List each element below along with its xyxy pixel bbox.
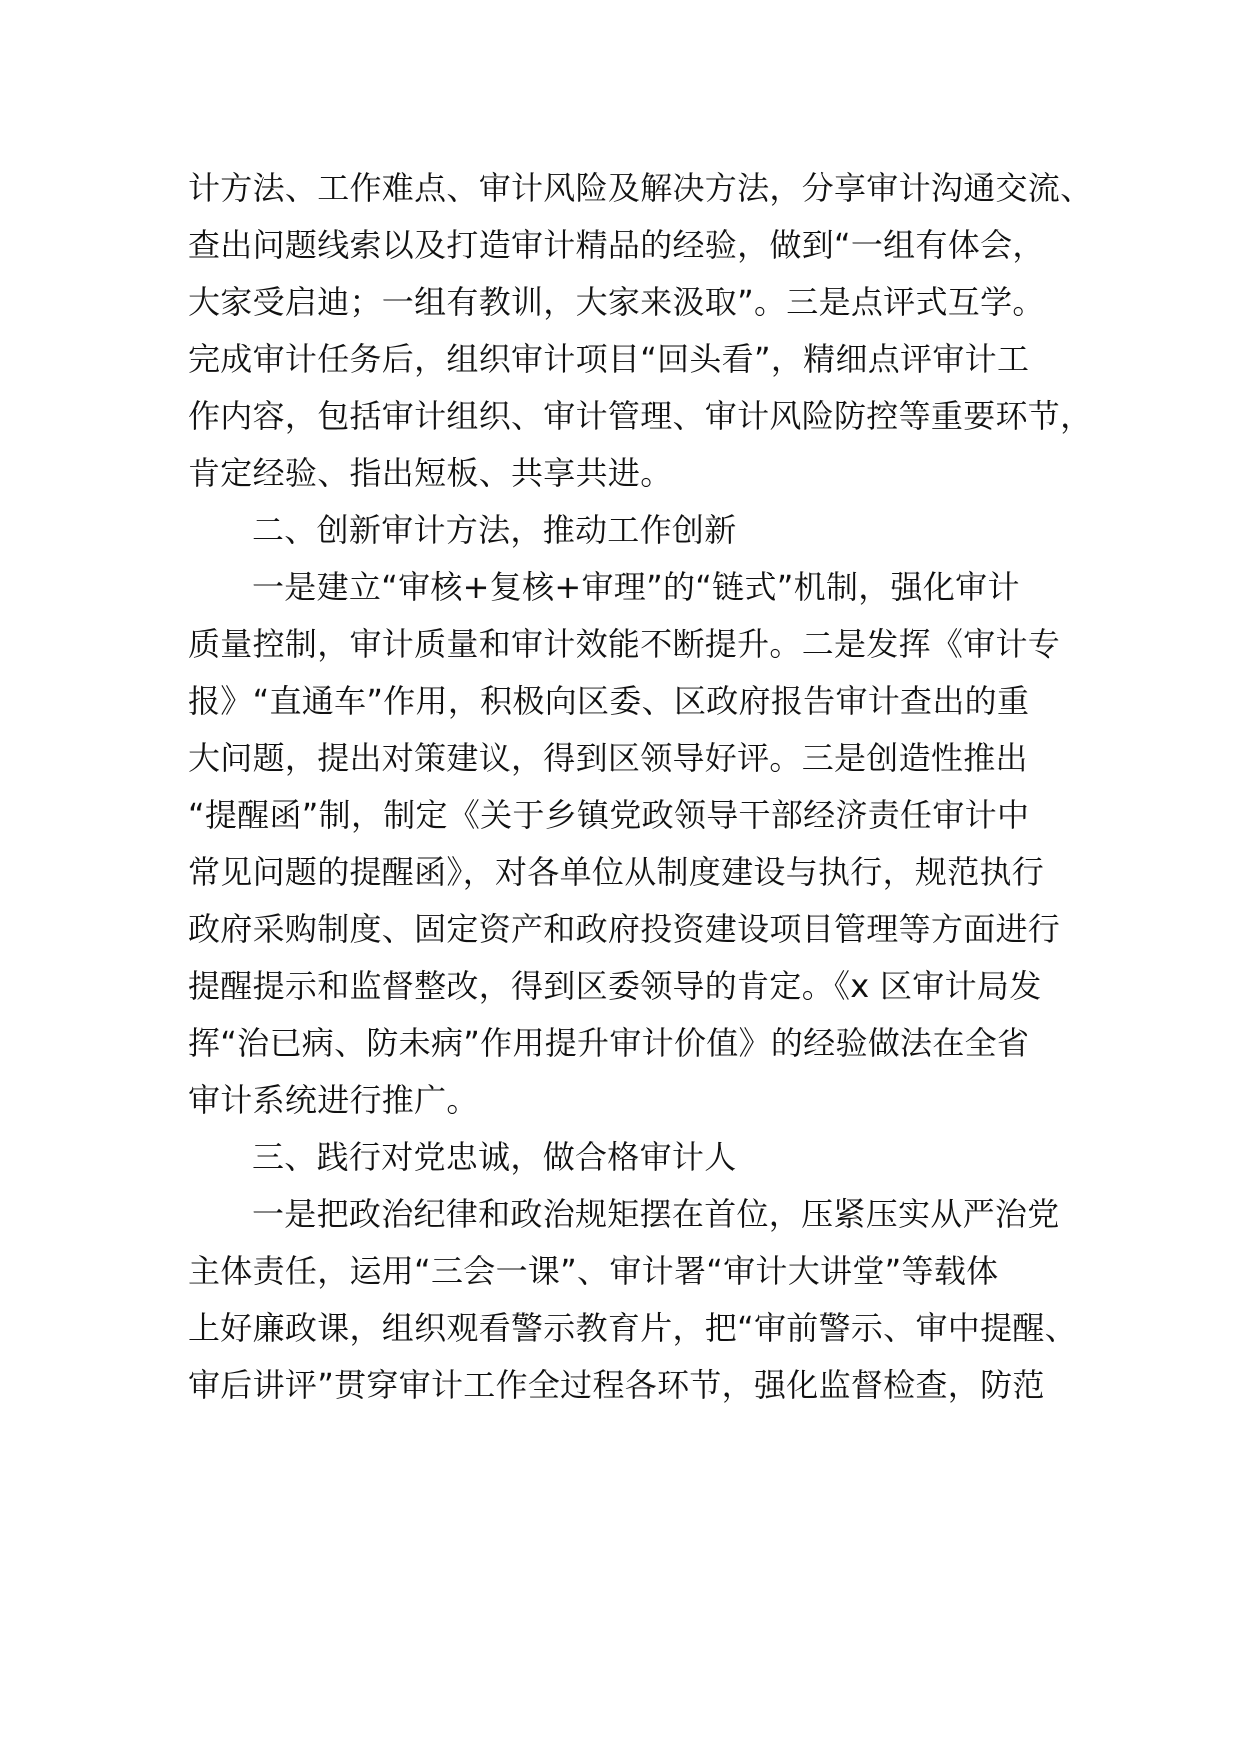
text-line: 作内容，包括审计组织、审计管理、审计风险防控等重要环节， (188, 397, 1093, 435)
text-line: 大问题，提出对策建议，得到区领导好评。三是创造性推出 (188, 739, 1028, 777)
text-line: 大家受启迪；一组有教训，大家来汲取”。三是点评式互学。 (188, 283, 1045, 321)
text-line: 主体责任，运用“三会一课”、审计署“审计大讲堂”等载体 (188, 1252, 999, 1290)
text-line: 查出问题线索以及打造审计精品的经验，做到“一组有体会， (188, 226, 1045, 264)
text-line: 计方法、工作难点、审计风险及解决方法，分享审计沟通交流、 (188, 169, 1093, 207)
text-line: 提醒提示和监督整改，得到区委领导的肯定。《x 区审计局发 (188, 967, 1042, 1005)
text-line: 肯定经验、指出短板、共享共进。 (188, 454, 673, 492)
section-heading: 三、践行对党忠诚，做合格审计人 (252, 1138, 737, 1176)
text-line: 质量控制，审计质量和审计效能不断提升。二是发挥《审计专 (188, 625, 1061, 663)
text-line: 完成审计任务后，组织审计项目“回头看”，精细点评审计工 (188, 340, 1030, 378)
text-line: 政府采购制度、固定资产和政府投资建设项目管理等方面进行 (188, 910, 1061, 948)
text-line: 审计系统进行推广。 (188, 1081, 479, 1119)
text-line: 上好廉政课，组织观看警示教育片，把“审前警示、审中提醒、 (188, 1309, 1077, 1347)
text-line: 报》“直通车”作用，积极向区委、区政府报告审计查出的重 (188, 682, 1030, 720)
text-line: 挥“治已病、防未病”作用提升审计价值》的经验做法在全省 (188, 1024, 1030, 1062)
text-line: 审后讲评”贯穿审计工作全过程各环节，强化监督检查，防范 (188, 1366, 1045, 1404)
text-line: 一是建立“审核+复核+审理”的“链式”机制，强化审计 (252, 568, 1020, 606)
text-line: 常见问题的提醒函》，对各单位从制度建设与执行，规范执行 (188, 853, 1045, 891)
text-line: 一是把政治纪律和政治规矩摆在首位，压紧压实从严治党 (252, 1195, 1060, 1233)
section-heading: 二、创新审计方法，推动工作创新 (252, 511, 737, 549)
text-line: “提醒函”制，制定《关于乡镇党政领导干部经济责任审计中 (188, 796, 1030, 834)
